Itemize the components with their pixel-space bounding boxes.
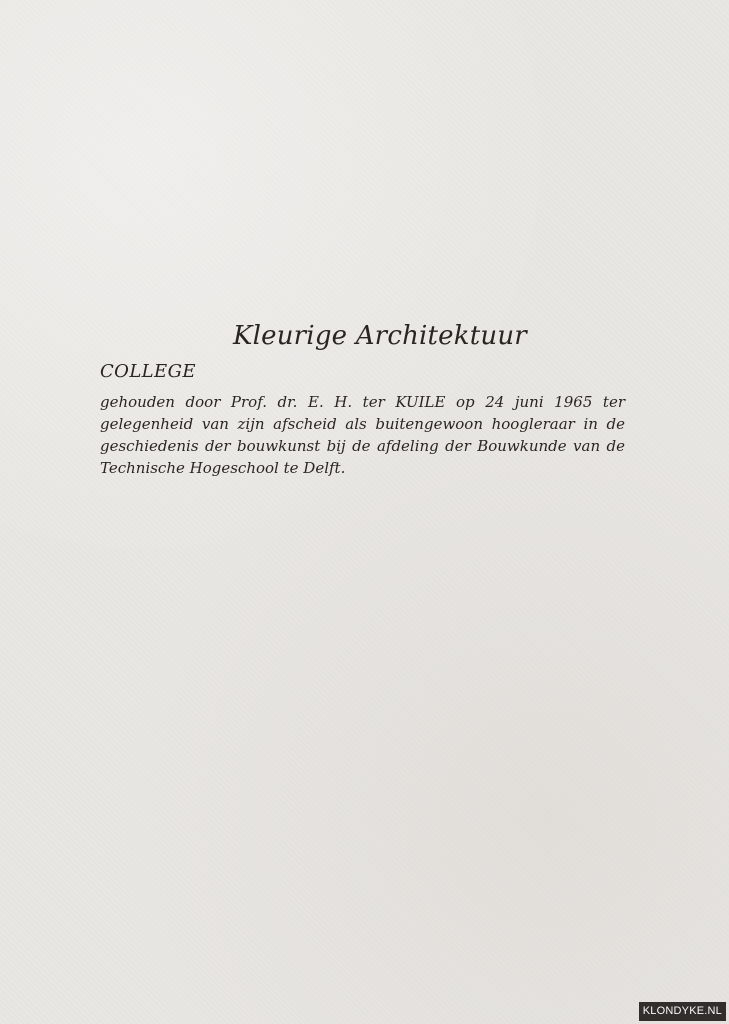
body-line-3: geschiedenis der bouwkunst bij de afdeling der Bouwkunde van de — [100, 437, 625, 455]
document-title: Kleurige Architektuur — [233, 321, 527, 351]
body-line-2: gelegenheid van zijn afscheid als buitengewoon hoogleraar in de — [100, 415, 625, 433]
section-heading: COLLEGE — [100, 361, 196, 382]
body-line-4: Technische Hogeschool te Delft. — [100, 459, 346, 477]
body-line-1: gehouden door Prof. dr. E. H. ter KUILE op 24 juni 1965 ter — [100, 393, 625, 411]
watermark-label: KLONDYKE.NL — [639, 1002, 726, 1021]
body-paragraph — [100, 391, 625, 479]
